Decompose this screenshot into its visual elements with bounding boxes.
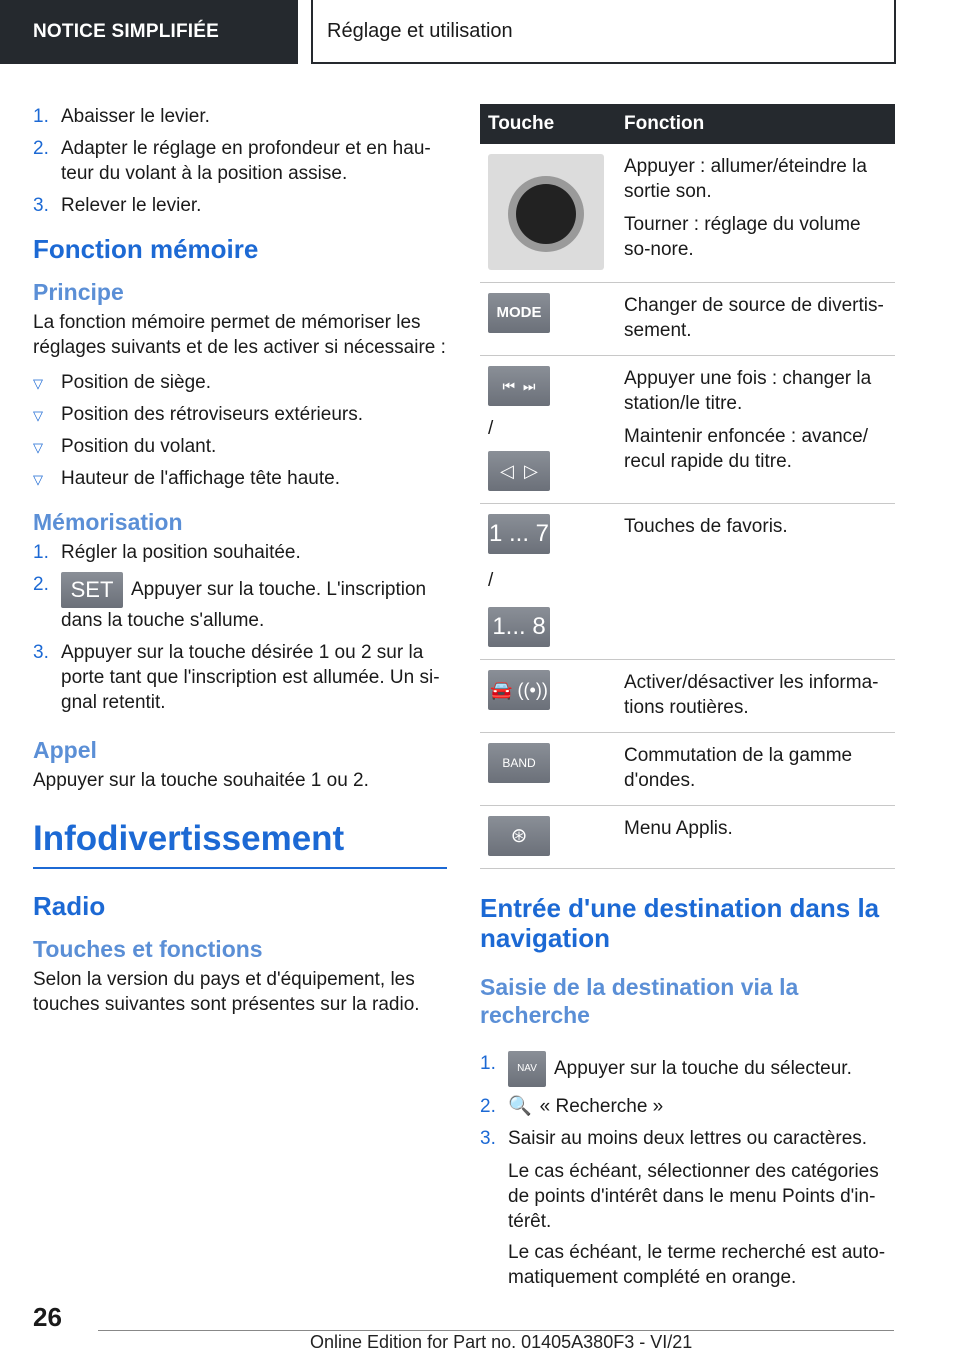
memorize-steps: [33, 540, 447, 715]
set-key-icon: SET: [61, 572, 123, 608]
memorize-heading: Mémorisation: [33, 509, 183, 535]
page-number: 26: [33, 1302, 62, 1332]
list-item: 1. Abaisser le levier.: [33, 106, 210, 127]
call-heading: Appel: [33, 737, 97, 763]
navigation-heading: Entrée d'une destination dans la navigation: [480, 893, 880, 953]
list-item: 3. Relever le levier.: [33, 195, 202, 216]
list-item: 2. 🔍 « Recherche »: [480, 1096, 664, 1117]
step3-note-2: Le cas échéant, le terme recherché est auto-matiquement complété en orange.: [508, 1242, 886, 1288]
principle-text: La fonction mémoire permet de mémoriser les réglages suivants et de les activer si nécessaire :: [33, 312, 446, 358]
band-key-icon: BAND: [488, 743, 550, 783]
call-text: Appuyer sur la touche souhaitée 1 ou 2.: [33, 770, 369, 791]
list-item: 2. SET Appuyer sur la touche. L'inscription dans la touche s'allume.: [33, 574, 427, 631]
memory-bullets: [33, 370, 447, 491]
header-chapter-title: Réglage et utilisation: [311, 0, 896, 64]
list-item: 2. Adapter le réglage en profondeur et en hau-teur du volant à la position assise.: [33, 138, 431, 184]
list-item: ▽ Position des rétroviseurs extérieurs.: [33, 402, 447, 427]
bullet-triangle-icon: ▽: [33, 472, 43, 487]
list-item: ▽ Hauteur de l'affichage tête haute.: [33, 466, 447, 491]
table-row: 1 ... 7 / 1... 8 Touches de favoris.: [480, 504, 895, 660]
principle-heading: Principe: [33, 279, 124, 305]
table-row: BAND Commutation de la gamme d'ondes.: [480, 733, 895, 806]
list-item: 1. NAV Appuyer sur la touche du sélecteur.: [480, 1051, 895, 1087]
keys-heading: Touches et fonctions: [33, 936, 263, 962]
skip-track-keys-icon: ⏮ ⏭: [488, 366, 550, 406]
list-item: 1. Régler la position souhaitée.: [33, 542, 301, 563]
steering-steps: [33, 104, 447, 218]
search-icon: 🔍: [508, 1096, 532, 1117]
traffic-info-key-icon: 🚘 ((•)): [488, 670, 550, 710]
infotainment-heading: Infodivertissement: [33, 819, 447, 869]
navigation-steps: [480, 1051, 895, 1290]
list-item: ▽ Position du volant.: [33, 434, 447, 459]
seek-arrows-keys-icon: ◁ ▷: [488, 451, 550, 491]
list-item: 3. Appuyer sur la touche désirée 1 ou 2 sur la porte tant que l'inscription est allumée. Un si-gnal retentit.: [33, 642, 440, 713]
header-section-label: NOTICE SIMPLIFIÉE: [0, 0, 298, 64]
right-column: [480, 104, 895, 1300]
table-header-row: [480, 104, 895, 144]
column-header-function: Fonction: [616, 104, 895, 144]
favorites-key-8-icon: 1... 8: [488, 607, 550, 647]
memory-heading: Fonction mémoire: [33, 234, 259, 264]
left-column: [33, 104, 447, 1027]
footer-edition: Online Edition for Part no. 01405A380F3 - VI/21: [310, 1332, 693, 1352]
apps-key-icon: ⊛: [488, 816, 550, 856]
bullet-triangle-icon: ▽: [33, 408, 43, 423]
bullet-triangle-icon: ▽: [33, 376, 43, 391]
footer-divider: [98, 1330, 894, 1331]
table-row: ⊛ Menu Applis.: [480, 806, 895, 869]
table-row: MODE Changer de source de divertis-sement.: [480, 283, 895, 356]
step3-note-1: Le cas échéant, sélectionner des catégories de points d'intérêt dans le menu Points d'in-térêt.: [508, 1161, 879, 1232]
search-heading: Saisie de la destination via la recherche: [480, 974, 799, 1028]
radio-keys-table: [480, 104, 895, 869]
nav-key-icon: NAV: [508, 1051, 546, 1087]
favorites-key-7-icon: 1 ... 7: [488, 514, 550, 554]
bullet-triangle-icon: ▽: [33, 440, 43, 455]
keys-text: Selon la version du pays et d'équipement, les touches suivantes sont présentes sur la radio.: [33, 969, 420, 1015]
list-item: ▽ Position de siège.: [33, 370, 447, 395]
table-row: Appuyer : allumer/éteindre la sortie son. Tourner : réglage du volume so-nore.: [480, 144, 895, 283]
mode-key-icon: MODE: [488, 293, 550, 333]
table-row: ⏮ ⏭ / ◁ ▷ Appuyer une fois : changer la station/le titre. Maintenir enfoncée : avance/ recul rapide du titre.: [480, 356, 895, 504]
radio-heading: Radio: [33, 891, 106, 921]
table-row: 🚘 ((•)) Activer/désactiver les informa-tions routières.: [480, 660, 895, 733]
volume-knob-icon: [488, 154, 604, 270]
list-item: 3. Saisir au moins deux lettres ou caractères. Le cas échéant, sélectionner des catégories de points d'intérêt dans le menu Points d'in-térêt. Le cas échéant, le terme recherché est auto-matiquement complété en orange.: [480, 1126, 895, 1290]
column-header-key: Touche: [480, 104, 616, 144]
